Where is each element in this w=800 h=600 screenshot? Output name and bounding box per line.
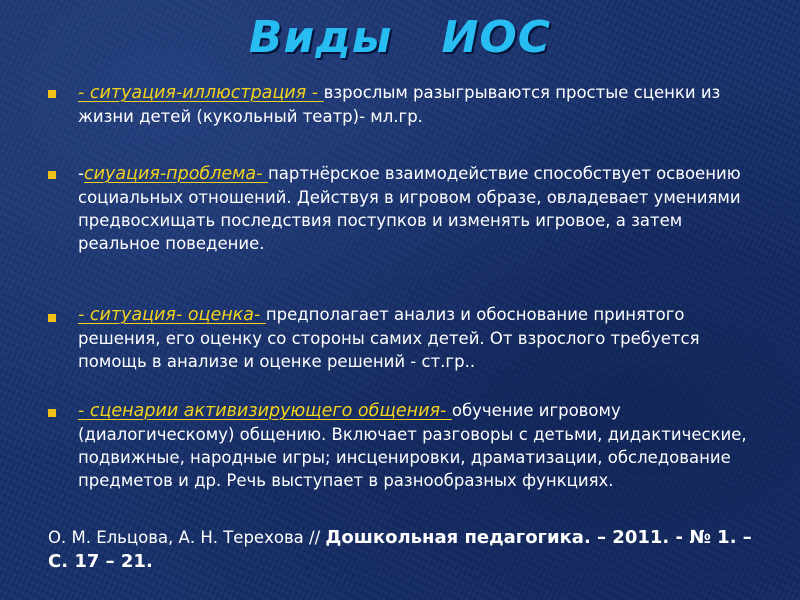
list-item <box>78 303 768 373</box>
list-item <box>78 81 768 128</box>
bullet-icon <box>48 90 56 98</box>
list-item <box>78 162 768 255</box>
bullet-icon <box>48 409 56 417</box>
reference <box>48 526 778 574</box>
reference-authors: О. М. Ельцова, А. Н. Терехова // <box>48 528 326 547</box>
item-text: обучение игровому (диалогическому) общению. Включает разговоры с детьми, дидактические, подвижные, народные игры; инсценировки, драматизации, обследование предметов и др. Речь выступает в разнообразных функциях. <box>78 401 747 490</box>
item-keyword: - ситуация-иллюстрация - <box>78 83 324 103</box>
item-keyword: - ситуация- оценка- <box>78 305 266 325</box>
item-keyword: - сценарии активизирующего общения- <box>78 401 452 421</box>
item-keyword: сиуация-проблема- <box>83 164 268 184</box>
item-text: партнёрское взаимодействие способствует освоению социальных отношений. Действуя в игровом образе, овладевает умениями предвосхищать последствия поступков и изменять игровое, а затем реальное поведение. <box>78 164 741 253</box>
reference-source: Дошкольная педагогика. – 2011. - № 1. – С. 17 – 21. <box>48 527 752 572</box>
item-lead: - <box>78 164 84 183</box>
bullet-icon <box>48 314 56 322</box>
list-item <box>78 399 768 492</box>
item-text: взрослым разыгрываются простые сценки из жизни детей (кукольный театр)- мл.гр. <box>78 83 721 126</box>
item-text: предполагает анализ и обоснование принятого решения, его оценку со стороны самих детей. От взрослого требуется помощь в анализе и оценке решений - ст.гр.. <box>78 305 700 371</box>
bullet-icon <box>48 171 56 179</box>
slide-title: Виды ИОС <box>248 12 552 63</box>
